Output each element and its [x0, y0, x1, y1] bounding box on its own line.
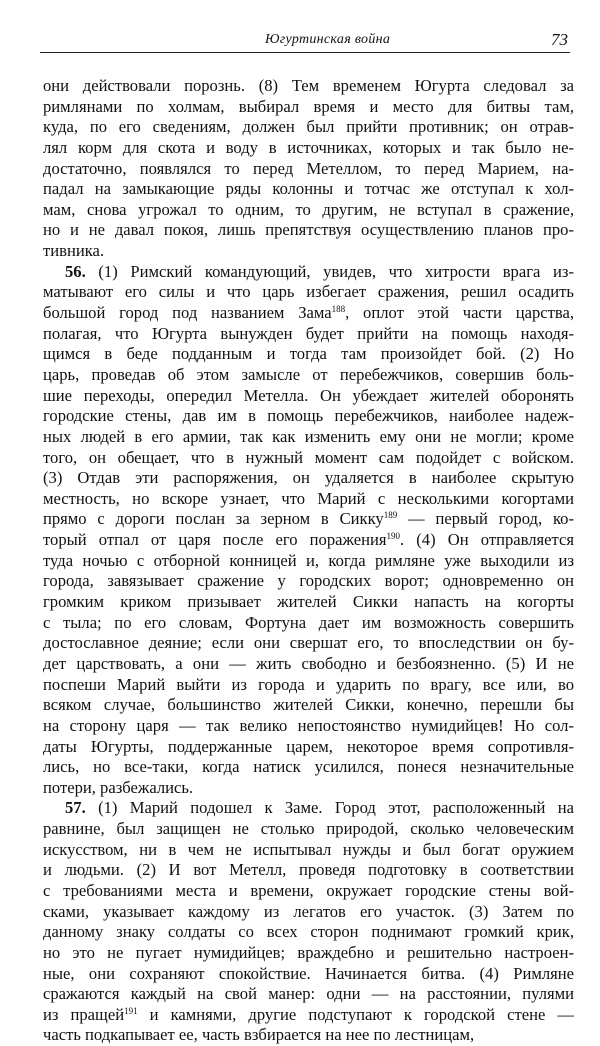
text-line: города, завязывает сражение у городских ворот; одновременно он	[43, 571, 574, 591]
text-line: мам, снова угрожал то одним, то другим, не вступал в сражение,	[43, 199, 574, 219]
text-line: равнине, был защищен не столько природой, сколько человеческим	[43, 819, 574, 839]
text-line: матывают его силы и что царь избегает сражения, решил осадить	[43, 282, 574, 302]
text-line: искусством, ни в чем не испытывал нужды и был богат оружием	[43, 839, 574, 859]
text-line: но это не пугает нумидийцев; враждебно и решительно настроен-	[43, 942, 574, 962]
text-line: падал на замыкающие ряды колонны и тотчас же отступал к хол-	[43, 179, 574, 199]
text-line: городские стены, дав им в помощь перебежчиков, наиболее надеж-	[43, 406, 574, 426]
text-line: всяком случае, большинство жителей Сикки, конечно, перешли бы	[43, 695, 574, 715]
text-line: даты Югурты, поддержанные царем, некоторое время сопротивля-	[43, 736, 574, 756]
text-line: часть подкапывает ее, часть взбирается на нее по лестницам,	[43, 1025, 475, 1045]
text-line: сками, указывает каждому из легатов его участок. (3) Затем по	[43, 901, 574, 921]
text-line: (3) Отдав эти распоряжения, он удаляется в наиболее скрытую	[43, 468, 574, 488]
chapter-number: 57.	[65, 798, 99, 818]
footnote-marker: 190	[386, 531, 400, 542]
text-line: дет царствовать, а они — жить свободно и безбоязненно. (5) И не	[43, 653, 574, 673]
text-line: но и не давал покоя, лишь препятствуя осуществлению планов про-	[43, 220, 574, 240]
text-line: торый отпал от царя после его поражения$^{190}$. (4) Он отправляется	[43, 530, 574, 550]
text-line: 57. (1) Марий подошел к Заме. Город этот, расположенный на	[65, 798, 575, 818]
footnote-marker: 189	[383, 510, 398, 521]
text-line: они действовали порознь. (8) Тем временем Югурта следовал за	[43, 76, 574, 95]
text-line: туда ночью с отборной конницей и, когда римляне уже выходили из	[43, 550, 574, 570]
paragraph	[43, 262, 574, 799]
text-line: лись, но все-таки, когда натиск усилился, понеся незначительные	[43, 757, 574, 777]
text-line: полагая, что Югурта вынужден будет прийти на помощь находя-	[43, 323, 574, 343]
running-header	[40, 28, 570, 53]
text-line: римлянами по холмам, выбирал время и место для битвы там,	[43, 96, 574, 116]
text-line: лял корм для скота и воду в источниках, которых и так было не-	[43, 137, 574, 157]
text-line: громким криком призывает жителей Сикки напасть на когорты	[43, 592, 574, 612]
text-line: из пращей$^{191}$ и камнями, другие подступают к городской стене —	[43, 1004, 574, 1024]
text-body	[43, 76, 574, 1046]
text-line: с требованиями места и времени, окружает городские стены вой-	[43, 880, 574, 900]
text-line: на сторону царя — так велико непостоянство нумидийцев! Но сол-	[43, 715, 574, 735]
text-line: большой город под названием Зама$^{188}$, оплот этой части царства,	[43, 303, 574, 323]
footnote-marker: 188	[331, 304, 346, 315]
page-number: 73	[551, 30, 568, 49]
text-line: 56. (1) Римский командующий, увидев, что хитрости врага из-	[65, 261, 575, 281]
text-line: ные, они сохраняют спокойствие. Начинается битва. (4) Римляне	[43, 963, 574, 983]
text-line: потери, разбежались.	[43, 777, 194, 797]
paragraph	[43, 76, 574, 262]
text-line: царь, проведав об этом замысле от перебежчиков, совершив боль-	[43, 364, 574, 384]
paragraph	[43, 798, 574, 1046]
text-line: щимся в беде подданным и тогда там произойдет бой. (2) Но	[43, 344, 574, 364]
text-line: достославное деяние; если они свершат его, то впоследствии он бу-	[43, 633, 574, 653]
text-line: местность, но вскоре узнает, что Марий с несколькими когортами	[43, 488, 574, 508]
footnote-marker: 191	[124, 1005, 138, 1016]
text-line: куда, по его сведениям, должен был прийти противник; он отрав-	[43, 117, 574, 137]
text-line: того, он обещает, что в нужный момент сам подойдет с войском.	[43, 447, 574, 467]
text-line: данному знаку солдаты со всех сторон поднимают громкий крик,	[43, 922, 574, 942]
text-line: ных людей в его армии, так как изменить ему они не могли; кроме	[43, 426, 574, 446]
text-line: прямо с дороги послан за зерном в Сикку$^{189}$ — первый город, ко-	[43, 509, 574, 529]
running-title: Югуртинская война	[265, 32, 391, 47]
text-line: сражаются каждый на свой манер: одни — на расстоянии, пулями	[43, 984, 574, 1004]
text-line: поспеши Марий выйти из города и ударить по врагу, все или, во	[43, 674, 574, 694]
text-line: и людьми. (2) И вот Метелл, проведя подготовку в соответствии	[43, 860, 574, 880]
text-line: достаточно, появлялся то перед Метеллом, то перед Марием, на-	[43, 158, 574, 178]
chapter-number: 56.	[65, 261, 99, 281]
text-line: шие переходы, опередил Метелла. Он убеждает жителей оборонять	[43, 385, 574, 405]
text-line: тивника.	[43, 241, 105, 261]
text-line: с тыла; по его словам, Фортуна дает им возможность совершить	[43, 612, 574, 632]
